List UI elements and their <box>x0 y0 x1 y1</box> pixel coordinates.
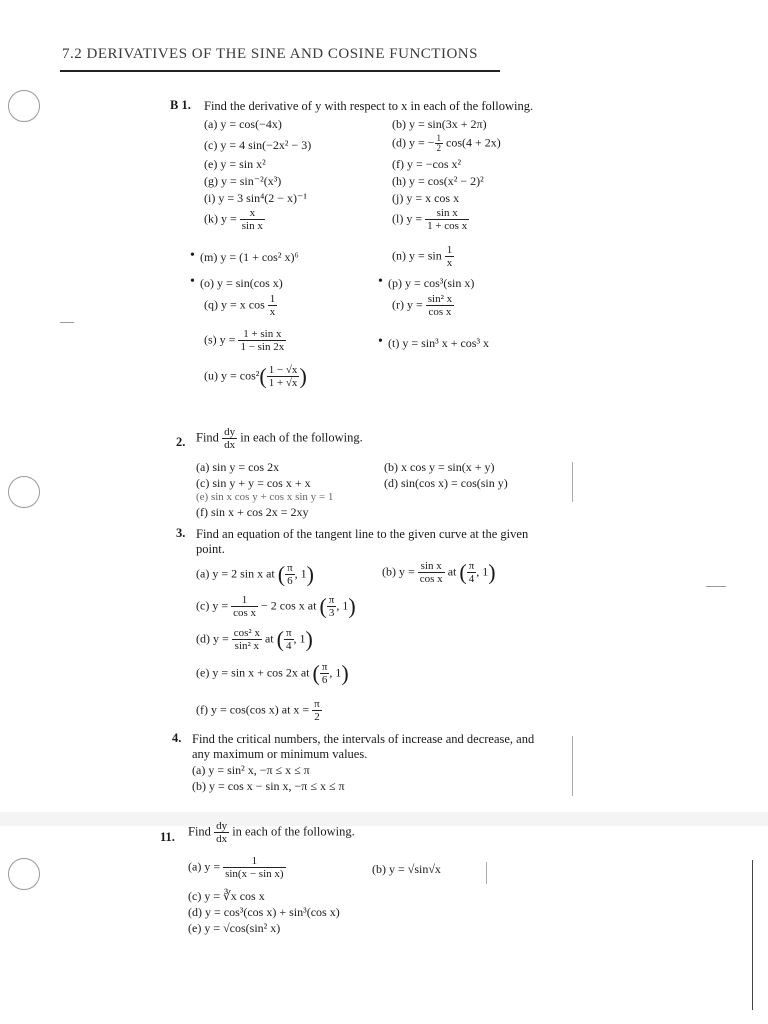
scan-edge-line <box>752 860 753 1010</box>
ex3-c: (c) y = $\frac{1}{\text{cos x}}$ − 2 cos x at ( $\frac{\pi}{3}$ , 1) <box>196 593 356 619</box>
ex1-b: (b) y = sin(3x + 2π) <box>392 117 487 131</box>
margin-line-3 <box>486 862 487 884</box>
ex11-d: (d) y = cos³(cos x) + sin³(cos x) <box>188 905 340 919</box>
ex11-e: (e) y = √cos(sin² x) <box>188 921 281 935</box>
ex4-number: 4. <box>172 731 182 745</box>
ex1-c: (c) y = 4 sin(−2x² − 3) <box>204 138 312 152</box>
ex1-e: (e) y = sin x² <box>204 157 266 171</box>
ex1-r: (r) y = $\frac{\text{sin² x}}{\text{cos x}}$ <box>392 293 453 318</box>
ex3-f: (f) y = cos(cos x) at x = $\frac{\pi}{2}$ <box>196 698 320 723</box>
ex1-a: (a) y = cos(−4x) <box>204 117 282 131</box>
punch-hole-middle <box>8 476 40 508</box>
ex1-prompt: Find the derivative of y with respect to x in each of the following. <box>204 99 534 113</box>
ex1-g: (g) y = sin⁻²(x³) <box>204 174 282 188</box>
margin-line-2 <box>572 736 573 796</box>
ex1-m: (m) y = (1 + cos² x)⁶ <box>200 250 299 264</box>
ex3-a: (a) y = 2 sin x at ( $\frac{\pi}{6}$ , 1) <box>196 561 314 587</box>
ex1-p: (p) y = cos³(sin x) <box>388 276 475 290</box>
ex1-number: B 1. <box>170 98 191 112</box>
ex11-b: (b) y = √sin√x <box>372 862 441 876</box>
stray-mark-2 <box>706 586 726 587</box>
ex1-j: (j) y = x cos x <box>392 191 460 205</box>
ex3-e: (e) y = sin x + cos 2x at ( $\frac{\pi}{6}$ , 1) <box>196 660 349 686</box>
ex1-o: (o) y = sin(cos x) <box>200 276 283 290</box>
ex2-f: (f) sin x + cos 2x = 2xy <box>196 505 309 519</box>
ex3-b: (b) y = $\frac{\text{sin x}}{\text{cos x}}$ at ( $\frac{\pi}{4}$ , 1) <box>382 559 496 585</box>
ex2-a: (a) sin y = cos 2x <box>196 460 280 474</box>
ex4-prompt-2: any maximum or minimum values. <box>192 747 368 761</box>
bullet-o: • <box>190 274 195 289</box>
section-title: 7.2 DERIVATIVES OF THE SINE AND COSINE FUNCTIONS <box>62 46 478 62</box>
ex1-q: (q) y = x cos $\frac{1}{x}$ <box>204 293 276 318</box>
ex2-e: (e) sin x cos y + cos x sin y = 1 <box>196 491 334 503</box>
ex1-i: (i) y = 3 sin⁴(2 − x)⁻¹ <box>204 191 307 205</box>
ex3-prompt-2: point. <box>196 542 225 556</box>
ex1-k: (k) y = $\frac{x}{\text{sin x}}$ <box>204 207 263 232</box>
margin-line-1 <box>572 462 573 502</box>
ex11-number: 11. <box>160 830 175 844</box>
ex1-l: (l) y = $\frac{\text{sin x}}{\text{1 + cos x}}$ <box>392 207 468 232</box>
scan-band <box>0 812 768 826</box>
ex1-s: (s) y = $\frac{\text{1 + sin x}}{1 - \sin 2x}$ <box>204 328 285 353</box>
ex2-c: (c) sin y + y = cos x + x <box>196 476 311 490</box>
ex4-a: (a) y = sin² x, −π ≤ x ≤ π <box>192 763 310 777</box>
punch-hole-bottom <box>8 858 40 890</box>
ex4-prompt-1: Find the critical numbers, the intervals of increase and decrease, and <box>192 732 535 746</box>
title-underline <box>60 70 500 72</box>
ex2-b: (b) x cos y = sin(x + y) <box>384 460 495 474</box>
ex2-d: (d) sin(cos x) = cos(sin y) <box>384 476 508 490</box>
ex1-t: (t) y = sin³ x + cos³ x <box>388 336 490 350</box>
bullet-m: • <box>190 248 195 263</box>
ex2-number: 2. <box>176 435 186 449</box>
ex3-prompt-1: Find an equation of the tangent line to the given curve at the given <box>196 527 529 541</box>
ex3-number: 3. <box>176 526 186 540</box>
ex1-u: (u) y = cos²( $\frac{1 - √x}{1 + √x}$ ) <box>204 363 307 389</box>
stray-mark-1 <box>60 322 74 323</box>
punch-hole-top <box>8 90 40 122</box>
ex1-h: (h) y = cos(x² − 2)² <box>392 174 484 188</box>
ex11-a: (a) y = $\frac{1}{\text{sin(x − sin x)}}$ <box>188 855 284 880</box>
bullet-p: • <box>378 274 383 289</box>
ex1-f: (f) y = −cos x² <box>392 157 462 171</box>
ex3-d: (d) y = $\frac{\text{cos² x}}{\text{sin² x}}$ at ( $\frac{\pi}{4}$ , 1) <box>196 626 313 652</box>
ex1-n: (n) y = sin $\frac{1}{x}$ <box>392 244 453 269</box>
ex4-b: (b) y = cos x − sin x, −π ≤ x ≤ π <box>192 779 345 793</box>
ex11-prompt: Find $\frac{dy}{dx}$ in each of the following. <box>188 820 355 845</box>
ex2-prompt: Find $\frac{dy}{dx}$ in each of the following. <box>196 426 363 451</box>
bullet-t: • <box>378 334 383 349</box>
ex1-d: (d) y = − $\frac{1}{2}$ cos(4 + 2x) <box>392 133 501 153</box>
ex11-c: (c) y = ∛x cos x <box>188 889 265 903</box>
